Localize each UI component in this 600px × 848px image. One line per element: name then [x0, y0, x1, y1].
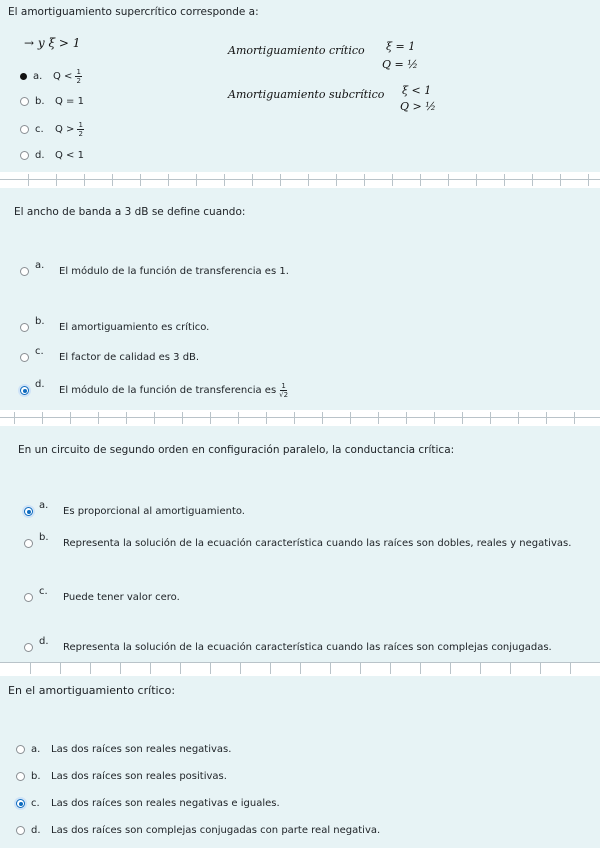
- seam-tick: [280, 174, 281, 186]
- option-c[interactable]: [24, 586, 180, 603]
- option-c[interactable]: [20, 121, 84, 138]
- handwritten-note: ξ < 1: [402, 84, 432, 97]
- option-letter: a.: [39, 500, 49, 511]
- seam-tick: [196, 174, 197, 186]
- question-card-3: [0, 426, 600, 662]
- option-d[interactable]: [20, 379, 289, 399]
- seam-tick: [210, 662, 211, 674]
- option-text: El factor de calidad es 3 dB.: [59, 352, 200, 363]
- option-letter: a.: [35, 260, 45, 271]
- seam-tick: [56, 174, 57, 186]
- seam-tick: [252, 174, 253, 186]
- fraction-numerator: 1: [76, 68, 81, 76]
- option-a[interactable]: [16, 744, 231, 755]
- option-text: Las dos raíces son reales positivas.: [51, 771, 227, 782]
- seam-tick: [322, 412, 323, 424]
- seam-tick: [390, 662, 391, 674]
- option-text: El módulo de la función de transferencia es 1.: [59, 266, 289, 277]
- handwritten-note: Amortiguamiento subcrítico: [228, 88, 385, 101]
- radio-button[interactable]: [20, 125, 29, 134]
- seam-tick: [330, 662, 331, 674]
- seam-tick: [350, 412, 351, 424]
- radio-button[interactable]: [20, 386, 29, 395]
- radio-button[interactable]: [20, 267, 29, 276]
- seam-tick: [308, 174, 309, 186]
- seam-line: [0, 179, 600, 180]
- radio-button[interactable]: [20, 151, 29, 160]
- radio-button[interactable]: [20, 353, 29, 362]
- seam-tick: [300, 662, 301, 674]
- option-letter: a.: [31, 744, 41, 755]
- fraction-denominator: √2: [279, 391, 289, 399]
- fraction: [279, 382, 288, 399]
- radio-button[interactable]: [24, 539, 33, 548]
- seam-tick: [140, 174, 141, 186]
- seam-tick: [518, 412, 519, 424]
- seam-tick: [154, 412, 155, 424]
- seam-tick: [560, 174, 561, 186]
- option-letter: b.: [39, 532, 49, 543]
- option-letter: b.: [35, 96, 45, 107]
- option-d[interactable]: [20, 150, 84, 161]
- fraction-numerator: 1: [78, 121, 83, 129]
- seam-tick: [450, 662, 451, 674]
- fraction-denominator: 2: [78, 130, 83, 138]
- radio-button[interactable]: [16, 799, 25, 808]
- fraction-numerator: 1: [281, 382, 286, 390]
- option-text: Q < 1: [55, 150, 84, 161]
- seam-tick: [546, 412, 547, 424]
- radio-button[interactable]: [16, 745, 25, 754]
- option-letter: d.: [35, 379, 45, 390]
- fraction: [75, 68, 81, 85]
- option-letter: c.: [31, 798, 40, 809]
- option-text: El módulo de la función de transferencia es: [59, 385, 277, 396]
- screenshot-seam: [0, 412, 600, 424]
- seam-tick: [532, 174, 533, 186]
- seam-tick: [182, 412, 183, 424]
- radio-button[interactable]: [24, 593, 33, 602]
- option-text: Representa la solución de la ecuación característica cuando las raíces son complejas conjugadas.: [63, 642, 552, 653]
- seam-tick: [480, 662, 481, 674]
- seam-tick: [90, 662, 91, 674]
- seam-tick: [570, 662, 571, 674]
- option-text: Q <: [53, 71, 73, 82]
- seam-tick: [210, 412, 211, 424]
- option-b[interactable]: [20, 96, 84, 107]
- seam-tick: [168, 174, 169, 186]
- radio-button[interactable]: [24, 507, 33, 516]
- radio-button[interactable]: [16, 772, 25, 781]
- option-letter: c.: [39, 586, 48, 597]
- seam-tick: [42, 412, 43, 424]
- option-c[interactable]: [16, 798, 280, 809]
- seam-tick: [574, 412, 575, 424]
- seam-tick: [98, 412, 99, 424]
- seam-tick: [448, 174, 449, 186]
- option-a[interactable]: [20, 260, 289, 277]
- seam-tick: [60, 662, 61, 674]
- question-text: El amortiguamiento supercrítico corresponde a:: [8, 6, 259, 18]
- option-letter: d.: [39, 636, 49, 647]
- seam-line: [0, 417, 600, 418]
- question-card-1: [0, 0, 600, 172]
- radio-button[interactable]: [20, 73, 27, 80]
- seam-tick: [180, 662, 181, 674]
- option-text: Las dos raíces son reales negativas.: [51, 744, 232, 755]
- option-text: Las dos raíces son reales negativas e iguales.: [51, 798, 280, 809]
- option-text: Puede tener valor cero.: [63, 592, 180, 603]
- question-text: El ancho de banda a 3 dB se define cuando:: [14, 206, 246, 218]
- question-card-4: [0, 676, 600, 848]
- handwritten-note: ξ = 1: [386, 40, 416, 53]
- seam-tick: [490, 412, 491, 424]
- radio-button[interactable]: [20, 97, 29, 106]
- option-text: Las dos raíces son complejas conjugadas con parte real negativa.: [51, 825, 381, 836]
- seam-tick: [462, 412, 463, 424]
- seam-tick: [120, 662, 121, 674]
- handwritten-note: Amortiguamiento crítico: [228, 44, 365, 57]
- seam-tick: [112, 174, 113, 186]
- option-letter: d.: [35, 150, 45, 161]
- option-letter: a.: [33, 71, 43, 82]
- seam-tick: [378, 412, 379, 424]
- question-text: En un circuito de segundo orden en configuración paralelo, la conductancia crítica:: [18, 444, 455, 456]
- option-text: Q >: [55, 124, 75, 135]
- fraction: [77, 121, 83, 138]
- seam-tick: [406, 412, 407, 424]
- radio-button[interactable]: [16, 826, 25, 835]
- handwritten-note: Q > ½: [400, 100, 436, 113]
- seam-tick: [588, 174, 589, 186]
- option-text: El amortiguamiento es crítico.: [59, 322, 210, 333]
- option-text: Representa la solución de la ecuación característica cuando las raíces son dobles, reales y negativas.: [63, 538, 572, 549]
- seam-tick: [224, 174, 225, 186]
- fraction-denominator: 2: [76, 77, 81, 85]
- radio-button[interactable]: [24, 643, 33, 652]
- seam-tick: [84, 174, 85, 186]
- option-letter: d.: [31, 825, 41, 836]
- option-letter: b.: [35, 316, 45, 327]
- seam-tick: [270, 662, 271, 674]
- seam-tick: [30, 662, 31, 674]
- option-b[interactable]: [24, 532, 572, 549]
- option-b[interactable]: [16, 771, 227, 782]
- seam-tick: [540, 662, 541, 674]
- radio-button[interactable]: [20, 323, 29, 332]
- seam-tick: [294, 412, 295, 424]
- seam-tick: [360, 662, 361, 674]
- option-text: Es proporcional al amortiguamiento.: [63, 506, 245, 517]
- seam-tick: [150, 662, 151, 674]
- option-d[interactable]: [24, 636, 552, 653]
- option-a[interactable]: [20, 68, 82, 85]
- option-a[interactable]: [24, 500, 245, 517]
- question-text: En el amortiguamiento crítico:: [8, 684, 176, 697]
- option-c[interactable]: [20, 346, 200, 363]
- seam-tick: [476, 174, 477, 186]
- screenshot-seam: [0, 174, 600, 186]
- seam-tick: [70, 412, 71, 424]
- option-b[interactable]: [20, 316, 210, 333]
- seam-tick: [240, 662, 241, 674]
- seam-tick: [364, 174, 365, 186]
- seam-tick: [266, 412, 267, 424]
- seam-tick: [238, 412, 239, 424]
- seam-tick: [420, 662, 421, 674]
- seam-tick: [126, 412, 127, 424]
- seam-tick: [420, 174, 421, 186]
- screenshot-seam: [0, 662, 600, 674]
- seam-tick: [14, 412, 15, 424]
- seam-tick: [392, 174, 393, 186]
- option-text: Q = 1: [55, 96, 84, 107]
- handwritten-note: Q = ½: [382, 58, 418, 71]
- seam-tick: [504, 174, 505, 186]
- option-letter: b.: [31, 771, 41, 782]
- seam-tick: [28, 174, 29, 186]
- question-card-2: [0, 188, 600, 410]
- seam-tick: [434, 412, 435, 424]
- option-d[interactable]: [16, 825, 380, 836]
- seam-tick: [510, 662, 511, 674]
- option-letter: c.: [35, 124, 44, 135]
- handwritten-note: → y ξ > 1: [24, 36, 81, 50]
- seam-tick: [336, 174, 337, 186]
- option-letter: c.: [35, 346, 44, 357]
